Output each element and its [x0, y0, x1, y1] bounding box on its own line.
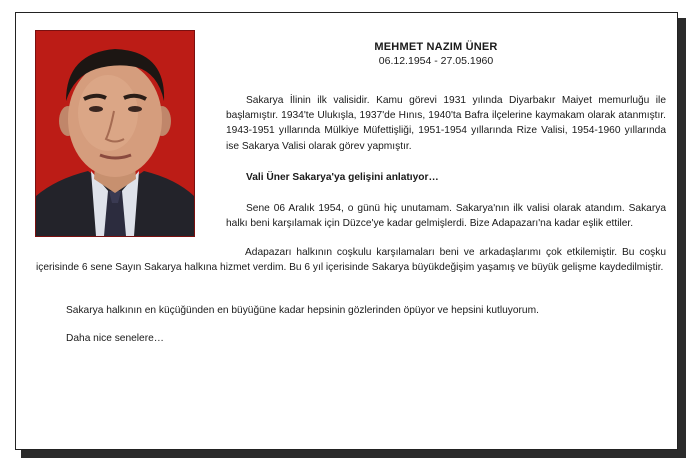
portrait-photo	[35, 30, 195, 237]
quote-heading: Vali Üner Sakarya'ya gelişini anlatıyor…	[246, 172, 439, 183]
person-name: MEHMET NAZIM ÜNER	[374, 41, 498, 53]
quote-paragraph-4: Daha nice senelere…	[66, 333, 164, 344]
quote-paragraph-3: Sakarya halkının en küçüğünden en büyüğüne kadar hepsinin gözlerinden öpüyor ve hepsini kutluyorum.	[66, 305, 539, 316]
quote-paragraph-2: Adapazarı halkının coşkulu karşılamaları beni ve arkadaşlarımı çok etkilemiştir. Bu coşku içerisinde 6 sene Sayın Sakarya halkına hizmet verdim. Bu 6 yıl içerisinde Sakarya büyükdeğişim yaşamış ve büyük gelişme kaydedilmiştir.	[36, 247, 666, 274]
memorial-card	[15, 12, 678, 450]
person-dates: 06.12.1954 - 27.05.1960	[378, 55, 494, 67]
header	[316, 41, 556, 67]
biography-paragraph: Sakarya İlinin ilk valisidir. Kamu görevi 1931 yılında Diyarbakır Maiyet memurluğu ile başlamıştır. 1934'te Ulukışla, 1937'de Hınıs, 1940'ta Bafra ilçelerine kaymakam olarak atanmıştır. 1943-1951 yıllarında Mülkiye Müfettişliği, 1951-1954 yıllarında Rize Valisi, 1954-1960 yıllarında ise Sakarya Valisi olarak görev yapmıştır.	[226, 95, 666, 152]
quote-paragraph-1: Sene 06 Aralık 1954, o günü hiç unutamam. Sakarya'nın ilk valisi olarak atandım. Sakarya halkı beni karşılamak için Düzce'ye kadar gelmişlerdi. Bize Adapazarı'na kadar eşlik ettiler.	[226, 203, 666, 230]
